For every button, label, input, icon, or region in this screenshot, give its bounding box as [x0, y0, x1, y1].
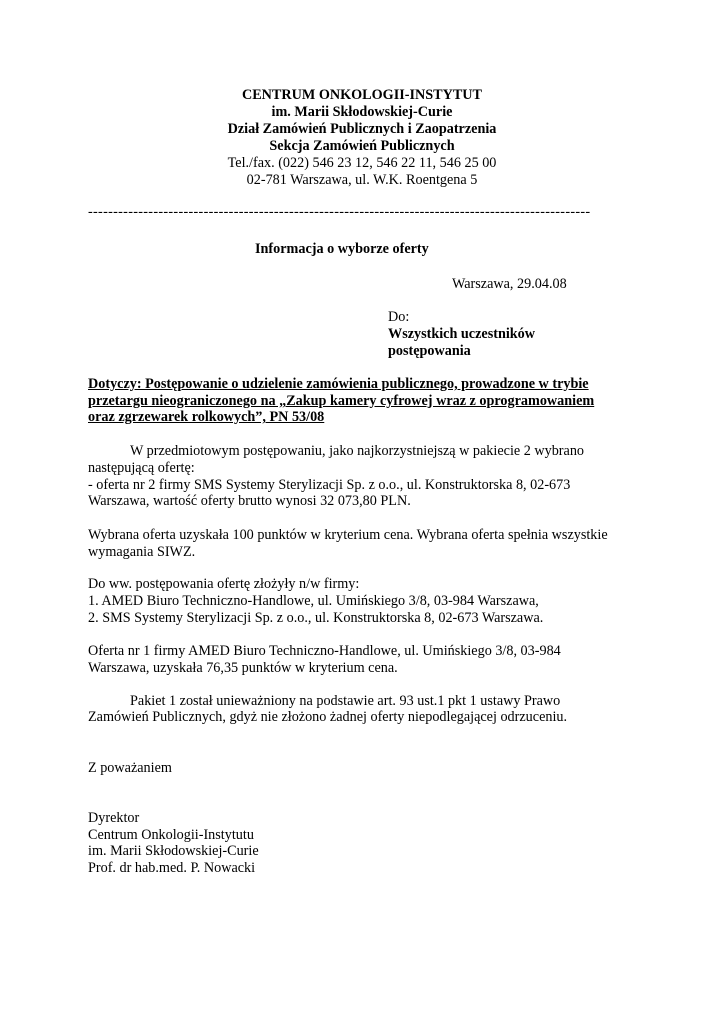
closing-salutation: Z poważaniem: [88, 760, 172, 776]
paragraph-line: Pakiet 1 został unieważniony na podstawie art. 93 ust.1 pkt 1 ustawy Prawo: [130, 693, 561, 709]
paragraph-line: Warszawa, uzyskała 76,35 punktów w kryterium cena.: [88, 660, 398, 676]
recipient-line-2: postępowania: [388, 343, 471, 359]
subject-line-1: Dotyczy: Postępowanie o udzielenie zamówienia publicznego, prowadzone w trybie: [88, 376, 589, 392]
institution-patron: im. Marii Skłodowskiej-Curie: [271, 104, 453, 120]
subject-line-2: przetargu nieograniczonego na „Zakup kamery cyfrowej wraz z oprogramowaniem: [88, 393, 595, 409]
institution-name: CENTRUM ONKOLOGII-INSTYTUT: [241, 87, 483, 103]
signature-patron: im. Marii Skłodowskiej-Curie: [88, 843, 259, 859]
subject-line-3: oraz zgrzewarek rolkowych”, PN 53/08: [88, 409, 325, 425]
paragraph-line: - oferta nr 2 firmy SMS Systemy Sterylizacji Sp. z o.o., ul. Konstruktorska 8, 02-673: [88, 477, 571, 493]
department-name: Dział Zamówień Publicznych i Zaopatrzenia: [227, 121, 497, 137]
document-date: Warszawa, 29.04.08: [452, 276, 567, 292]
section-name: Sekcja Zamówień Publicznych: [269, 138, 455, 154]
paragraph-line: Zamówień Publicznych, gdyż nie złożono żadnej oferty niepodlegającej odrzuceniu.: [88, 709, 568, 725]
paragraph-line: Oferta nr 1 firmy AMED Biuro Techniczno-Handlowe, ul. Umińskiego 3/8, 03-984: [88, 643, 561, 659]
signature-name: Prof. dr hab.med. P. Nowacki: [88, 860, 256, 876]
list-item: 1. AMED Biuro Techniczno-Handlowe, ul. Umińskiego 3/8, 03-984 Warszawa,: [88, 593, 539, 609]
paragraph-line: następującą ofertę:: [88, 460, 195, 476]
list-item: 2. SMS Systemy Sterylizacji Sp. z o.o., ul. Konstruktorska 8, 02-673 Warszawa.: [88, 610, 544, 626]
paragraph-line: Warszawa, wartość oferty brutto wynosi 32 073,80 PLN.: [88, 493, 411, 509]
contact-address: 02-781 Warszawa, ul. W.K. Roentgena 5: [246, 172, 478, 188]
paragraph-line: Wybrana oferta uzyskała 100 punktów w kryterium cena. Wybrana oferta spełnia wszystkie: [88, 527, 608, 543]
recipient-label: Do:: [388, 309, 410, 325]
document-title: Informacja o wyborze oferty: [255, 241, 429, 257]
signature-title: Dyrektor: [88, 810, 140, 826]
paragraph-line: wymagania SIWZ.: [88, 544, 196, 560]
paragraph-line: Do ww. postępowania ofertę złożyły n/w firmy:: [88, 576, 360, 592]
header-separator: ----------------------------------------------------------------------------------------------------: [88, 204, 591, 220]
paragraph-line: W przedmiotowym postępowaniu, jako najkorzystniejszą w pakiecie 2 wybrano: [130, 443, 585, 459]
signature-institution: Centrum Onkologii-Instytutu: [88, 827, 254, 843]
letterhead: [0, 87, 724, 189]
recipient-line-1: Wszystkich uczestników: [388, 326, 536, 342]
contact-phone: Tel./fax. (022) 546 23 12, 546 22 11, 546 25 00: [227, 155, 497, 171]
